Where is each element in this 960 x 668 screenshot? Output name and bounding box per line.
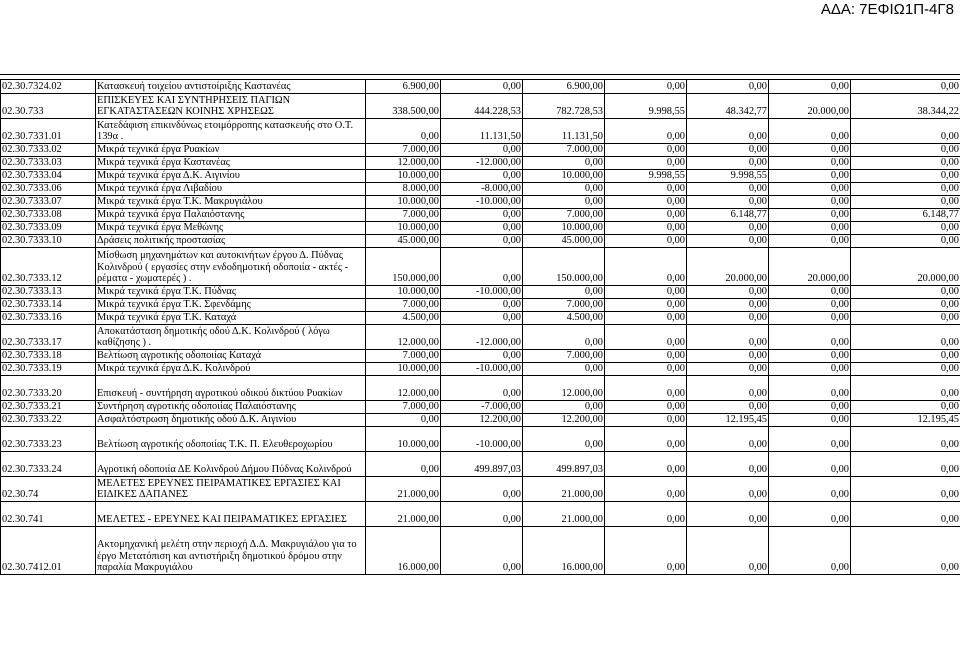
table-row	[1, 427, 960, 452]
account-code: 02.30.7333.16	[1, 312, 96, 325]
table-row	[1, 157, 960, 170]
amount-cell: 0,00	[687, 325, 769, 350]
amount-cell: 4.500,00	[523, 312, 605, 325]
budget-table	[0, 79, 960, 575]
amount-cell: 12.200,00	[523, 414, 605, 427]
table-row	[1, 94, 960, 119]
table-row	[1, 350, 960, 363]
account-code: 02.30.7333.12	[1, 248, 96, 286]
table-row	[1, 325, 960, 350]
table-row	[1, 80, 960, 94]
amount-cell: 0,00	[851, 196, 960, 209]
amount-cell: 0,00	[687, 80, 769, 94]
table-row	[1, 312, 960, 325]
amount-cell: 0,00	[605, 427, 687, 452]
account-description: Κατασκευή τοιχείου αντιστοίριξης Καστανέας	[96, 80, 366, 94]
amount-cell: 0,00	[769, 325, 851, 350]
amount-cell: 7.000,00	[366, 209, 441, 222]
amount-cell: 0,00	[605, 209, 687, 222]
amount-cell: 0,00	[605, 502, 687, 527]
amount-cell: 0,00	[769, 222, 851, 235]
amount-cell: 0,00	[687, 427, 769, 452]
amount-cell: 0,00	[769, 299, 851, 312]
table-row	[1, 414, 960, 427]
amount-cell: 0,00	[687, 119, 769, 144]
amount-cell: 0,00	[687, 286, 769, 299]
amount-cell: 6.148,77	[687, 209, 769, 222]
table-row	[1, 170, 960, 183]
account-code: 02.30.7333.03	[1, 157, 96, 170]
table-row	[1, 452, 960, 477]
account-code: 02.30.733	[1, 94, 96, 119]
amount-cell: 338.500,00	[366, 94, 441, 119]
amount-cell: 0,00	[366, 119, 441, 144]
amount-cell: 0,00	[605, 196, 687, 209]
amount-cell: 0,00	[605, 527, 687, 575]
account-description: Αγροτική οδοποιία ΔΕ Κολινδρού Δήμου Πύδνας Κολινδρού	[96, 452, 366, 477]
amount-cell: 12.195,45	[851, 414, 960, 427]
account-code: 02.30.7333.04	[1, 170, 96, 183]
amount-cell: 0,00	[441, 235, 523, 248]
amount-cell: 0,00	[769, 527, 851, 575]
amount-cell: 0,00	[769, 170, 851, 183]
amount-cell: 0,00	[851, 286, 960, 299]
table-row	[1, 376, 960, 401]
amount-cell: 0,00	[851, 144, 960, 157]
amount-cell: 0,00	[605, 144, 687, 157]
account-description: Βελτίωση αγροτικής οδοποιίας Τ.Κ. Π. Ελευθεροχωρίου	[96, 427, 366, 452]
account-code: 02.30.7331.01	[1, 119, 96, 144]
amount-cell: 45.000,00	[366, 235, 441, 248]
account-description: Ασφαλτόστρωση δημοτικής οδού Δ.Κ. Αιγινίου	[96, 414, 366, 427]
account-description: Μικρά τεχνικά έργα Καστανέας	[96, 157, 366, 170]
amount-cell: 0,00	[769, 80, 851, 94]
amount-cell: 0,00	[605, 222, 687, 235]
amount-cell: 0,00	[769, 157, 851, 170]
amount-cell: 20.000,00	[769, 94, 851, 119]
amount-cell: 0,00	[851, 325, 960, 350]
amount-cell: 16.000,00	[366, 527, 441, 575]
amount-cell: 10.000,00	[523, 170, 605, 183]
table-row	[1, 119, 960, 144]
amount-cell: 10.000,00	[366, 427, 441, 452]
amount-cell: 12.200,00	[441, 414, 523, 427]
amount-cell: 0,00	[687, 235, 769, 248]
amount-cell: 6.900,00	[366, 80, 441, 94]
amount-cell: 0,00	[769, 235, 851, 248]
account-description: Μικρά τεχνικά έργα Παλαιόστανης	[96, 209, 366, 222]
amount-cell: 11.131,50	[523, 119, 605, 144]
amount-cell: 10.000,00	[523, 222, 605, 235]
amount-cell: 0,00	[605, 299, 687, 312]
amount-cell: 0,00	[769, 376, 851, 401]
amount-cell: 7.000,00	[366, 401, 441, 414]
amount-cell: -10.000,00	[441, 427, 523, 452]
amount-cell: 0,00	[441, 144, 523, 157]
amount-cell: 0,00	[605, 452, 687, 477]
amount-cell: 0,00	[687, 401, 769, 414]
account-description: ΕΠΙΣΚΕΥΕΣ ΚΑΙ ΣΥΝΤΗΡΗΣΕΙΣ ΠΑΓΙΩΝ ΕΓΚΑΤΑΣΤΑΣΕΩΝ ΚΟΙΝΗΣ ΧΡΗΣΕΩΣ	[96, 94, 366, 119]
account-description: Ακτομηχανική μελέτη στην περιοχή Δ.Δ. Μακρυγιάλου για το έργο Μετατόπιση και αντιστήριξη δημοτικού δρόμου στην παραλία Μακρυγιάλου	[96, 527, 366, 575]
amount-cell: 0,00	[851, 222, 960, 235]
amount-cell: 38.344,22	[851, 94, 960, 119]
account-code: 02.30.7333.22	[1, 414, 96, 427]
amount-cell: -8.000,00	[441, 183, 523, 196]
amount-cell: 0,00	[687, 527, 769, 575]
amount-cell: -10.000,00	[441, 363, 523, 376]
amount-cell: 0,00	[441, 209, 523, 222]
amount-cell: 150.000,00	[366, 248, 441, 286]
amount-cell: 0,00	[851, 312, 960, 325]
amount-cell: 0,00	[851, 170, 960, 183]
amount-cell: 0,00	[851, 452, 960, 477]
amount-cell: 0,00	[851, 477, 960, 502]
amount-cell: 0,00	[605, 119, 687, 144]
amount-cell: 0,00	[605, 477, 687, 502]
amount-cell: 16.000,00	[523, 527, 605, 575]
amount-cell: 0,00	[441, 80, 523, 94]
amount-cell: 0,00	[605, 157, 687, 170]
amount-cell: 21.000,00	[366, 477, 441, 502]
amount-cell: 444.228,53	[441, 94, 523, 119]
amount-cell: 7.000,00	[366, 299, 441, 312]
amount-cell: 21.000,00	[523, 477, 605, 502]
amount-cell: 0,00	[523, 196, 605, 209]
account-description: Μικρά τεχνικά έργα Ρυακίων	[96, 144, 366, 157]
amount-cell: 12.195,45	[687, 414, 769, 427]
amount-cell: 0,00	[441, 376, 523, 401]
table-row	[1, 248, 960, 286]
amount-cell: 20.000,00	[687, 248, 769, 286]
amount-cell: 499.897,03	[523, 452, 605, 477]
table-row	[1, 144, 960, 157]
account-description: Μικρά τεχνικά έργα Τ.Κ. Σφενδάμης	[96, 299, 366, 312]
amount-cell: 0,00	[687, 477, 769, 502]
table-row	[1, 502, 960, 527]
amount-cell: 0,00	[605, 286, 687, 299]
account-description: Μικρά τεχνικά έργα Λιβαδίου	[96, 183, 366, 196]
amount-cell: 20.000,00	[769, 248, 851, 286]
amount-cell: 0,00	[687, 299, 769, 312]
account-code: 02.30.7333.17	[1, 325, 96, 350]
amount-cell: 0,00	[605, 248, 687, 286]
account-code: 02.30.7333.02	[1, 144, 96, 157]
amount-cell: 7.000,00	[366, 144, 441, 157]
amount-cell: 0,00	[687, 144, 769, 157]
account-code: 02.30.7333.07	[1, 196, 96, 209]
account-code: 02.30.7333.09	[1, 222, 96, 235]
account-description: Βελτίωση αγροτικής οδοποιίας Καταχά	[96, 350, 366, 363]
amount-cell: 0,00	[769, 363, 851, 376]
account-code: 02.30.7333.23	[1, 427, 96, 452]
amount-cell: 0,00	[851, 80, 960, 94]
amount-cell: 0,00	[441, 248, 523, 286]
amount-cell: 9.998,55	[605, 170, 687, 183]
account-description: Επισκευή - συντήρηση αγροτικού οδικού δικτύου Ρυακίων	[96, 376, 366, 401]
amount-cell: 0,00	[523, 183, 605, 196]
account-code: 02.30.7333.18	[1, 350, 96, 363]
amount-cell: 10.000,00	[366, 286, 441, 299]
amount-cell: 0,00	[769, 144, 851, 157]
amount-cell: 0,00	[687, 222, 769, 235]
account-description: ΜΕΛΕΤΕΣ ΕΡΕΥΝΕΣ ΠΕΙΡΑΜΑΤΙΚΕΣ ΕΡΓΑΣΙΕΣ ΚΑΙ ΕΙΔΙΚΕΣ ΔΑΠΑΝΕΣ	[96, 477, 366, 502]
amount-cell: 0,00	[851, 235, 960, 248]
amount-cell: 0,00	[687, 502, 769, 527]
amount-cell: 7.000,00	[523, 350, 605, 363]
table-row	[1, 527, 960, 575]
amount-cell: 20.000,00	[851, 248, 960, 286]
amount-cell: 21.000,00	[366, 502, 441, 527]
amount-cell: 10.000,00	[366, 196, 441, 209]
amount-cell: 0,00	[687, 312, 769, 325]
amount-cell: 0,00	[366, 414, 441, 427]
amount-cell: 12.000,00	[366, 325, 441, 350]
amount-cell: 0,00	[523, 286, 605, 299]
account-code: 02.30.7333.20	[1, 376, 96, 401]
amount-cell: 0,00	[851, 350, 960, 363]
amount-cell: -12.000,00	[441, 325, 523, 350]
amount-cell: 0,00	[687, 376, 769, 401]
amount-cell: 12.000,00	[366, 376, 441, 401]
amount-cell: 0,00	[851, 157, 960, 170]
amount-cell: 0,00	[769, 401, 851, 414]
amount-cell: 7.000,00	[523, 144, 605, 157]
account-description: ΜΕΛΕΤΕΣ - ΕΡΕΥΝΕΣ ΚΑΙ ΠΕΙΡΑΜΑΤΙΚΕΣ ΕΡΓΑΣΙΕΣ	[96, 502, 366, 527]
amount-cell: 4.500,00	[366, 312, 441, 325]
account-code: 02.30.7333.21	[1, 401, 96, 414]
account-description: Μικρά τεχνικά έργα Τ.Κ. Καταχά	[96, 312, 366, 325]
amount-cell: 0,00	[851, 119, 960, 144]
amount-cell: 0,00	[605, 312, 687, 325]
amount-cell: 6.900,00	[523, 80, 605, 94]
account-code: 02.30.7333.24	[1, 452, 96, 477]
table-row	[1, 299, 960, 312]
amount-cell: 0,00	[687, 452, 769, 477]
account-code: 02.30.7333.13	[1, 286, 96, 299]
amount-cell: 10.000,00	[366, 170, 441, 183]
amount-cell: 8.000,00	[366, 183, 441, 196]
account-description: Αποκατάσταση δημοτικής οδού Δ.Κ. Κολινδρού ( λόγω καθίζησης ) .	[96, 325, 366, 350]
amount-cell: 0,00	[605, 235, 687, 248]
account-description: Κατεδάφιση επικινδύνως ετοιμόρροπης κατασκευής στο Ο.Τ. 139α .	[96, 119, 366, 144]
table-row	[1, 286, 960, 299]
amount-cell: 0,00	[851, 401, 960, 414]
account-description: Μικρά τεχνικά έργα Μεθώνης	[96, 222, 366, 235]
table-row	[1, 183, 960, 196]
amount-cell: 0,00	[769, 196, 851, 209]
amount-cell: 12.000,00	[366, 157, 441, 170]
amount-cell: 0,00	[441, 527, 523, 575]
amount-cell: -7.000,00	[441, 401, 523, 414]
amount-cell: 0,00	[687, 363, 769, 376]
amount-cell: 0,00	[851, 527, 960, 575]
table-row	[1, 363, 960, 376]
amount-cell: 782.728,53	[523, 94, 605, 119]
amount-cell: 0,00	[851, 427, 960, 452]
account-code: 02.30.7324.02	[1, 80, 96, 94]
amount-cell: 7.000,00	[523, 299, 605, 312]
account-description: Μικρά τεχνικά έργα Τ.Κ. Πύδνας	[96, 286, 366, 299]
table-row	[1, 209, 960, 222]
amount-cell: 0,00	[769, 350, 851, 363]
amount-cell: 6.148,77	[851, 209, 960, 222]
account-code: 02.30.7333.19	[1, 363, 96, 376]
amount-cell: 0,00	[605, 350, 687, 363]
table-row	[1, 235, 960, 248]
amount-cell: -10.000,00	[441, 286, 523, 299]
amount-cell: 10.000,00	[366, 363, 441, 376]
account-description: Μικρά τεχνικά έργα Δ.Κ. Αιγινίου	[96, 170, 366, 183]
amount-cell: 10.000,00	[366, 222, 441, 235]
amount-cell: 7.000,00	[366, 350, 441, 363]
amount-cell: 0,00	[523, 325, 605, 350]
amount-cell: 7.000,00	[523, 209, 605, 222]
account-code: 02.30.7333.14	[1, 299, 96, 312]
amount-cell: 0,00	[605, 183, 687, 196]
amount-cell: 0,00	[441, 312, 523, 325]
amount-cell: 48.342,77	[687, 94, 769, 119]
account-description: Συντήρηση αγροτικής οδοποιίας Παλαιόστανης	[96, 401, 366, 414]
amount-cell: 0,00	[769, 286, 851, 299]
account-code: 02.30.74	[1, 477, 96, 502]
amount-cell: 0,00	[366, 452, 441, 477]
ada-identifier: ΑΔΑ: 7ΕΦΙΩ1Π-4Γ8	[820, 1, 954, 18]
amount-cell: 0,00	[605, 414, 687, 427]
account-code: 02.30.7412.01	[1, 527, 96, 575]
amount-cell: -10.000,00	[441, 196, 523, 209]
amount-cell: 0,00	[769, 312, 851, 325]
amount-cell: 0,00	[769, 183, 851, 196]
amount-cell: 0,00	[769, 477, 851, 502]
amount-cell: 0,00	[605, 363, 687, 376]
amount-cell: 0,00	[769, 209, 851, 222]
amount-cell: -12.000,00	[441, 157, 523, 170]
amount-cell: 0,00	[769, 414, 851, 427]
amount-cell: 0,00	[441, 299, 523, 312]
amount-cell: 9.998,55	[687, 170, 769, 183]
account-description: Μικρά τεχνικά έργα Τ.Κ. Μακρυγιάλου	[96, 196, 366, 209]
amount-cell: 0,00	[605, 401, 687, 414]
amount-cell: 0,00	[605, 325, 687, 350]
amount-cell: 0,00	[769, 502, 851, 527]
amount-cell: 0,00	[769, 119, 851, 144]
amount-cell: 0,00	[769, 427, 851, 452]
table-row	[1, 477, 960, 502]
table-body	[1, 80, 960, 575]
amount-cell: 0,00	[851, 502, 960, 527]
account-code: 02.30.7333.08	[1, 209, 96, 222]
amount-cell: 0,00	[523, 157, 605, 170]
amount-cell: 45.000,00	[523, 235, 605, 248]
amount-cell: 11.131,50	[441, 119, 523, 144]
amount-cell: 0,00	[523, 427, 605, 452]
table-row	[1, 196, 960, 209]
amount-cell: 0,00	[851, 183, 960, 196]
top-rule	[0, 74, 960, 75]
amount-cell: 0,00	[523, 363, 605, 376]
account-code: 02.30.741	[1, 502, 96, 527]
amount-cell: 0,00	[441, 350, 523, 363]
account-description: Δράσεις πολιτικής προστασίας	[96, 235, 366, 248]
amount-cell: 0,00	[441, 170, 523, 183]
account-description: Μίσθωση μηχανημάτων και αυτοκινήτων έργου Δ. Πύδνας Κολινδρού ( εργασίες στην ενδοδημοτική οδοποιία - ακτές - ρέματα - χωματερές ) .	[96, 248, 366, 286]
account-code: 02.30.7333.10	[1, 235, 96, 248]
amount-cell: 0,00	[851, 376, 960, 401]
amount-cell: 499.897,03	[441, 452, 523, 477]
amount-cell: 21.000,00	[523, 502, 605, 527]
amount-cell: 9.998,55	[605, 94, 687, 119]
amount-cell: 0,00	[441, 502, 523, 527]
account-code: 02.30.7333.06	[1, 183, 96, 196]
amount-cell: 0,00	[769, 452, 851, 477]
account-description: Μικρά τεχνικά έργα Δ.Κ. Κολινδρού	[96, 363, 366, 376]
amount-cell: 0,00	[687, 350, 769, 363]
amount-cell: 0,00	[441, 222, 523, 235]
amount-cell: 0,00	[851, 299, 960, 312]
amount-cell: 0,00	[605, 80, 687, 94]
amount-cell: 0,00	[523, 401, 605, 414]
table-row	[1, 222, 960, 235]
amount-cell: 0,00	[687, 183, 769, 196]
amount-cell: 150.000,00	[523, 248, 605, 286]
table-row	[1, 401, 960, 414]
amount-cell: 12.000,00	[523, 376, 605, 401]
amount-cell: 0,00	[605, 376, 687, 401]
amount-cell: 0,00	[687, 196, 769, 209]
amount-cell: 0,00	[441, 477, 523, 502]
amount-cell: 0,00	[851, 363, 960, 376]
amount-cell: 0,00	[687, 157, 769, 170]
